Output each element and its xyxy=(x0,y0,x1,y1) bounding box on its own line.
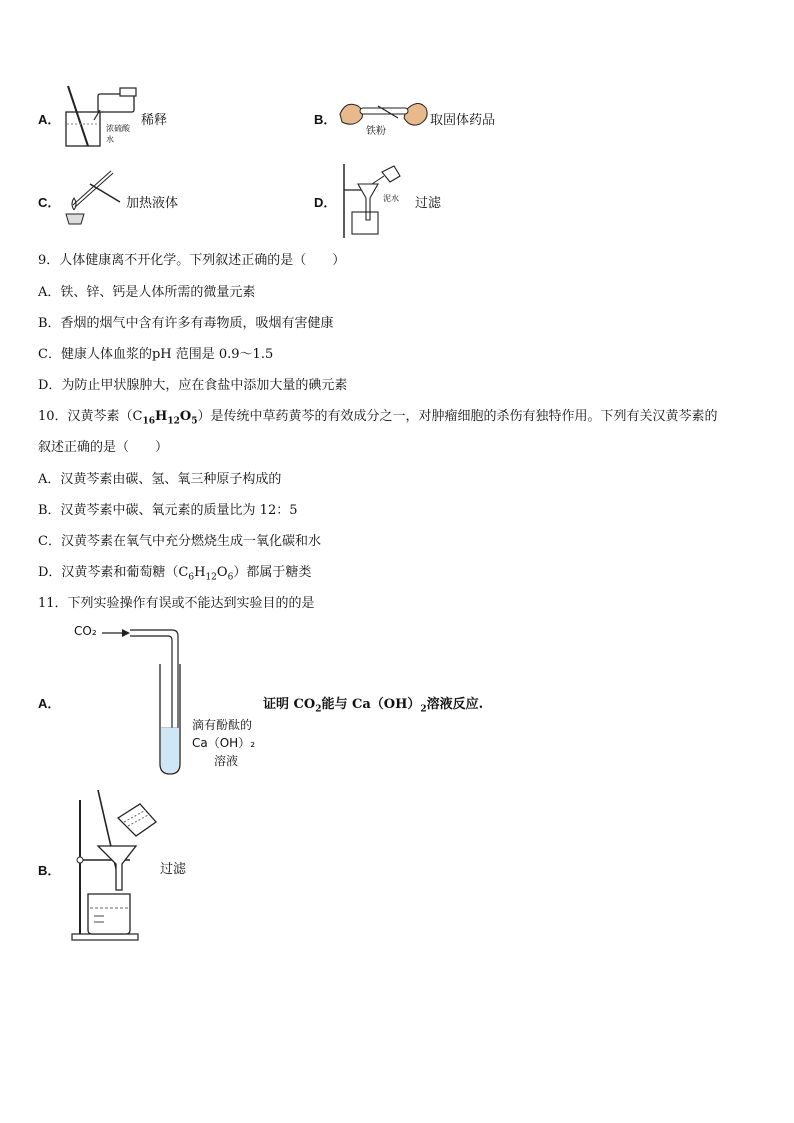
q8-option-c-label: 加热液体 xyxy=(126,196,179,211)
q8-option-d-letter: D． xyxy=(314,195,337,210)
q8-option-b-label: 取固体药品 xyxy=(430,113,496,128)
q11-option-b-letter: B． xyxy=(38,863,61,878)
q9-option-d: D．为防止甲状腺肿大，应在食盐中添加大量的碘元素 xyxy=(38,378,348,393)
q11-stem: 11．下列实验操作有误或不能达到实验目的的是 xyxy=(38,596,315,611)
q9-stem: 9．人体健康离不开化学。下列叙述正确的是（ ） xyxy=(38,253,346,268)
dilution-figure xyxy=(62,84,144,154)
q8-option-a-label: 稀释 xyxy=(141,113,168,128)
dilution-label-water: 水 xyxy=(106,135,114,144)
q10-stem-line2: 叙述正确的是（ ） xyxy=(38,440,169,455)
q10-option-c: C．汉黄芩素在氧气中充分燃烧生成一氧化碳和水 xyxy=(38,534,321,549)
q9-option-a: A．铁、锌、钙是人体所需的微量元素 xyxy=(38,285,256,300)
q10-option-d: D．汉黄芩素和葡萄糖$(C_6H_{12}O_6)$都属于糖类 xyxy=(38,565,312,583)
heating-liquid-figure xyxy=(60,166,124,232)
filtration-figure-large xyxy=(68,790,168,946)
tube-label-line1: 滴有酚酞的 xyxy=(192,718,253,732)
iron-powder-label: 铁粉 xyxy=(366,126,386,137)
q8-option-c-letter: C． xyxy=(38,195,61,210)
q11-option-a-letter: A． xyxy=(38,696,61,711)
muddy-water-label: 泥水 xyxy=(383,194,399,203)
co2-label: CO₂ xyxy=(74,624,97,638)
dilution-label-acid: 浓硫酸 xyxy=(106,124,130,133)
q10-option-a: A．汉黄芩素由碳、氢、氧三种原子构成的 xyxy=(38,472,282,487)
tube-label-line2: Ca（OH）₂ xyxy=(192,736,256,750)
co2-test-tube-figure xyxy=(100,624,190,780)
q8-option-a-letter: A． xyxy=(38,112,61,127)
q9-option-c: C．健康人体血浆的pH 范围是 0.9～1.5 xyxy=(38,347,274,362)
q11-option-a-description: 证明 $CO_2$能与 $Ca(OH)_2$溶液反应. xyxy=(263,697,484,715)
q9-option-b: B．香烟的烟气中含有许多有毒物质，吸烟有害健康 xyxy=(38,316,334,331)
q10-stem: 10．汉黄芩素$(C_{16}H_{12}O_5)$是传统中草药黄芩的有效成分之一，对肿瘤细胞的杀伤有独特作用。下列有关汉黄芩素的 xyxy=(38,409,718,427)
q8-option-b-letter: B． xyxy=(314,112,337,127)
q10-option-b: B．汉黄芩素中碳、氧元素的质量比为 12：5 xyxy=(38,503,298,518)
q11-option-b-label: 过滤 xyxy=(160,862,187,877)
tube-label-line3: 溶液 xyxy=(214,754,239,768)
q8-option-d-label: 过滤 xyxy=(415,196,442,211)
